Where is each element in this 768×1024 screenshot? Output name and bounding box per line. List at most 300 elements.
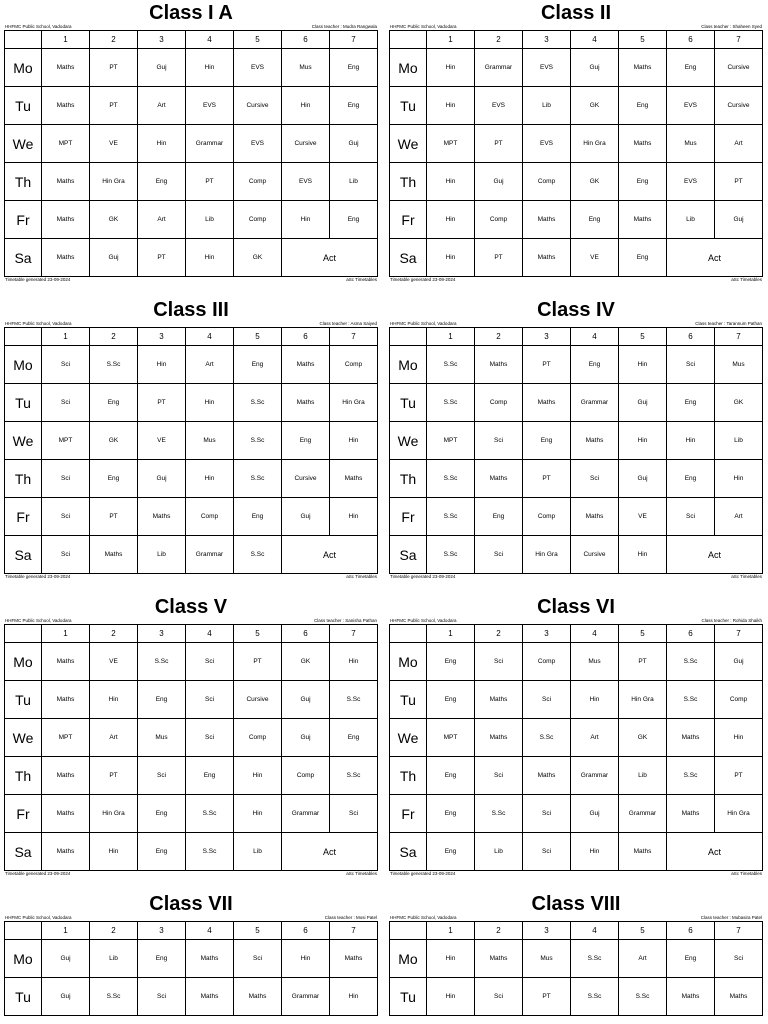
class-timetable <box>389 299 763 580</box>
generated-date: Timetable generated 23-09-2024 <box>5 277 71 282</box>
subject-cell: MPT <box>427 125 475 163</box>
period-number: 7 <box>715 922 763 940</box>
period-number: 4 <box>571 625 619 643</box>
subject-cell: S.Sc <box>186 833 234 871</box>
day-label: Tu <box>5 87 42 125</box>
subject-cell: Sci <box>523 795 571 833</box>
period-number: 6 <box>282 31 330 49</box>
timetable-grid <box>389 30 763 277</box>
subject-cell: Maths <box>186 940 234 978</box>
period-number: 3 <box>138 31 186 49</box>
day-label: Mo <box>5 346 42 384</box>
subject-cell: Comp <box>234 719 282 757</box>
subject-cell: Maths <box>667 978 715 1016</box>
day-label: We <box>390 125 427 163</box>
period-number: 5 <box>619 625 667 643</box>
subject-cell: Eng <box>282 422 330 460</box>
subject-cell: PT <box>138 384 186 422</box>
class-timetable <box>4 893 378 1016</box>
subject-cell: Hin <box>427 87 475 125</box>
day-row <box>5 719 378 757</box>
period-number: 4 <box>571 31 619 49</box>
subject-cell: Lib <box>138 536 186 574</box>
subject-cell: Hin <box>186 49 234 87</box>
app-credit: aSc Timetables <box>731 277 762 282</box>
subject-cell: Eng <box>330 87 378 125</box>
day-row <box>5 795 378 833</box>
class-teacher <box>312 24 377 30</box>
subject-cell: Hin <box>715 719 763 757</box>
subject-cell: PT <box>90 498 138 536</box>
day-label: Th <box>5 460 42 498</box>
period-number: 6 <box>667 31 715 49</box>
subject-cell: S.Sc <box>571 940 619 978</box>
class-timetable <box>4 596 378 877</box>
subject-cell: Cursive <box>282 125 330 163</box>
subject-cell: S.Sc <box>619 978 667 1016</box>
subject-cell: Sci <box>475 643 523 681</box>
subject-cell: Eng <box>475 498 523 536</box>
period-header-row <box>390 922 763 940</box>
subject-cell: PT <box>619 643 667 681</box>
subject-cell: Art <box>715 125 763 163</box>
period-number: 1 <box>42 31 90 49</box>
subject-cell: Hin Gra <box>90 795 138 833</box>
day-row <box>390 978 763 1016</box>
footer <box>4 574 378 580</box>
subject-cell: Maths <box>42 795 90 833</box>
period-number: 2 <box>475 625 523 643</box>
period-number: 4 <box>571 922 619 940</box>
subject-cell: PT <box>523 978 571 1016</box>
subject-cell: VE <box>138 422 186 460</box>
class-title: Class VIII <box>531 893 621 915</box>
subject-cell: Sci <box>186 719 234 757</box>
subject-cell: Cursive <box>715 87 763 125</box>
subject-cell: Hin <box>138 125 186 163</box>
corner-cell <box>5 328 42 346</box>
subject-cell: Hin <box>330 643 378 681</box>
day-label: Mo <box>5 49 42 87</box>
subject-cell: Guj <box>90 239 138 277</box>
subject-cell: Eng <box>427 643 475 681</box>
subject-cell: Hin <box>571 681 619 719</box>
app-credit: aSc Timetables <box>346 574 377 579</box>
subject-cell: S.Sc <box>330 757 378 795</box>
subject-cell: GK <box>571 87 619 125</box>
subject-cell: PT <box>523 346 571 384</box>
day-row <box>5 978 378 1016</box>
class-teacher-name: Rohida Shaikh <box>732 618 762 623</box>
period-number: 4 <box>186 328 234 346</box>
activity-cell: Act <box>282 536 378 574</box>
footer <box>389 277 763 283</box>
period-number: 1 <box>427 31 475 49</box>
period-number: 4 <box>571 328 619 346</box>
class-teacher <box>695 321 762 327</box>
subject-cell: S.Sc <box>427 384 475 422</box>
subject-cell: GK <box>234 239 282 277</box>
day-row <box>5 239 378 277</box>
app-credit: aSc Timetables <box>346 871 377 876</box>
day-label: Sa <box>390 833 427 871</box>
subject-cell: MPT <box>427 719 475 757</box>
subject-cell: Sci <box>475 422 523 460</box>
subject-cell: Cursive <box>282 460 330 498</box>
class-teacher-name: Mosi Patel <box>355 915 377 920</box>
subject-cell: Sci <box>42 384 90 422</box>
school-name: HHFMC Public School, Vadodara <box>5 618 72 623</box>
subject-cell: Eng <box>667 49 715 87</box>
subject-cell: Art <box>715 498 763 536</box>
day-row <box>390 201 763 239</box>
day-row <box>5 833 378 871</box>
subject-cell: Hin <box>427 239 475 277</box>
day-row <box>5 422 378 460</box>
subject-cell: Comp <box>715 681 763 719</box>
subject-cell: Eng <box>667 460 715 498</box>
subject-cell: S.Sc <box>234 422 282 460</box>
period-number: 5 <box>234 922 282 940</box>
subject-cell: Sci <box>523 833 571 871</box>
subject-cell: Mus <box>282 49 330 87</box>
subject-cell: Hin <box>619 422 667 460</box>
period-number: 3 <box>523 328 571 346</box>
class-teacher-name: Mudra Rangwala <box>342 24 377 29</box>
class-timetable <box>4 2 378 283</box>
subject-cell: Art <box>186 346 234 384</box>
subject-cell: Maths <box>282 346 330 384</box>
subject-cell: S.Sc <box>138 643 186 681</box>
day-row <box>390 460 763 498</box>
subject-cell: Hin <box>186 460 234 498</box>
subject-cell: PT <box>90 87 138 125</box>
generated-date: Timetable generated 23-09-2024 <box>390 871 456 876</box>
timetable-grid <box>4 921 378 1016</box>
subject-cell: Eng <box>234 498 282 536</box>
subject-cell: Hin <box>667 422 715 460</box>
period-header-row <box>390 31 763 49</box>
subject-cell: Maths <box>523 757 571 795</box>
day-row <box>390 536 763 574</box>
period-number: 6 <box>667 328 715 346</box>
day-label: We <box>5 422 42 460</box>
subject-cell: Sci <box>523 681 571 719</box>
subject-cell: Guj <box>42 940 90 978</box>
subject-cell: Mus <box>523 940 571 978</box>
subject-cell: Maths <box>42 757 90 795</box>
subject-cell: Hin <box>330 422 378 460</box>
subject-cell: EVS <box>282 163 330 201</box>
subject-cell: EVS <box>234 125 282 163</box>
subject-cell: Hin <box>282 940 330 978</box>
period-header-row <box>390 625 763 643</box>
subject-cell: Comp <box>330 346 378 384</box>
subject-cell: Grammar <box>571 757 619 795</box>
day-label: Th <box>5 757 42 795</box>
day-row <box>390 125 763 163</box>
period-number: 3 <box>523 625 571 643</box>
day-row <box>5 643 378 681</box>
class-teacher <box>701 915 762 921</box>
class-timetable <box>389 596 763 877</box>
subject-cell: Hin Gra <box>90 163 138 201</box>
subject-cell: Eng <box>427 681 475 719</box>
subject-cell: Eng <box>330 49 378 87</box>
subject-cell: Hin <box>427 978 475 1016</box>
subject-cell: Sci <box>138 757 186 795</box>
subject-cell: Mus <box>138 719 186 757</box>
subject-cell: Grammar <box>619 795 667 833</box>
subject-cell: Maths <box>715 978 763 1016</box>
subject-cell: Eng <box>186 757 234 795</box>
period-number: 3 <box>138 625 186 643</box>
subject-cell: Sci <box>667 346 715 384</box>
footer <box>4 277 378 283</box>
subject-cell: Eng <box>427 795 475 833</box>
day-label: Fr <box>390 795 427 833</box>
subject-cell: Lib <box>523 87 571 125</box>
subject-cell: VE <box>619 498 667 536</box>
footer <box>4 871 378 877</box>
period-number: 4 <box>186 625 234 643</box>
school-name: HHFMC Public School, Vadodara <box>390 24 457 29</box>
subject-cell: Comp <box>234 201 282 239</box>
subject-cell: Maths <box>475 940 523 978</box>
day-row <box>5 163 378 201</box>
subject-cell: Guj <box>571 49 619 87</box>
subject-cell: Cursive <box>234 681 282 719</box>
period-number: 7 <box>715 625 763 643</box>
subject-cell: Eng <box>90 384 138 422</box>
subject-cell: Eng <box>523 422 571 460</box>
school-name: HHFMC Public School, Vadodara <box>390 915 457 920</box>
subject-cell: GK <box>90 201 138 239</box>
subject-cell: Mus <box>186 422 234 460</box>
subject-cell: Hin <box>282 87 330 125</box>
day-label: Sa <box>390 239 427 277</box>
subject-cell: Eng <box>619 239 667 277</box>
subject-cell: Sci <box>234 940 282 978</box>
day-row <box>5 498 378 536</box>
day-label: Mo <box>5 940 42 978</box>
subject-cell: Lib <box>715 422 763 460</box>
day-label: Th <box>390 163 427 201</box>
period-header-row <box>5 625 378 643</box>
class-teacher-name: Asma Saiyed <box>350 321 377 326</box>
day-row <box>5 49 378 87</box>
subject-cell: Eng <box>427 833 475 871</box>
timetable-grid <box>4 30 378 277</box>
activity-cell: Act <box>282 833 378 871</box>
subject-cell: Hin Gra <box>330 384 378 422</box>
subject-cell: Comp <box>475 384 523 422</box>
day-label: Th <box>390 757 427 795</box>
subject-cell: Hin <box>330 498 378 536</box>
generated-date: Timetable generated 23-09-2024 <box>390 574 456 579</box>
subject-cell: Guj <box>42 978 90 1016</box>
day-row <box>390 384 763 422</box>
subject-cell: GK <box>571 163 619 201</box>
subject-cell: Maths <box>667 795 715 833</box>
subject-cell: GK <box>282 643 330 681</box>
subject-cell: Sci <box>42 536 90 574</box>
class-teacher <box>319 321 377 327</box>
subject-cell: Art <box>619 940 667 978</box>
class-title: Class VI <box>537 596 615 618</box>
subject-cell: Sci <box>715 940 763 978</box>
period-number: 6 <box>282 328 330 346</box>
subject-cell: Hin <box>619 536 667 574</box>
day-label: Tu <box>390 978 427 1016</box>
period-number: 6 <box>282 625 330 643</box>
subject-cell: Sci <box>330 795 378 833</box>
subject-cell: Hin <box>186 239 234 277</box>
day-row <box>5 346 378 384</box>
subject-cell: Lib <box>234 833 282 871</box>
generated-date: Timetable generated 23-09-2024 <box>5 871 71 876</box>
class-title: Class I A <box>149 2 233 24</box>
subject-cell: Hin <box>330 978 378 1016</box>
day-label: Tu <box>390 681 427 719</box>
period-header-row <box>5 328 378 346</box>
class-teacher-prefix: Class teacher : <box>313 618 346 623</box>
subject-cell: Maths <box>42 87 90 125</box>
subject-cell: S.Sc <box>427 536 475 574</box>
period-number: 7 <box>330 625 378 643</box>
subject-cell: Guj <box>619 460 667 498</box>
corner-cell <box>390 922 427 940</box>
day-row <box>5 384 378 422</box>
period-number: 1 <box>427 625 475 643</box>
subject-cell: Hin <box>427 201 475 239</box>
subject-cell: Sci <box>138 978 186 1016</box>
period-number: 5 <box>234 328 282 346</box>
subject-cell: EVS <box>667 163 715 201</box>
subject-cell: PT <box>138 239 186 277</box>
period-number: 3 <box>138 328 186 346</box>
period-number: 7 <box>330 922 378 940</box>
subject-cell: PT <box>90 757 138 795</box>
subject-cell: S.Sc <box>234 536 282 574</box>
subject-cell: Mus <box>715 346 763 384</box>
class-teacher-name: Mubasira Patel <box>731 915 762 920</box>
day-label: We <box>5 719 42 757</box>
class-teacher-prefix: Class teacher : <box>700 915 732 920</box>
corner-cell <box>5 625 42 643</box>
period-number: 7 <box>330 328 378 346</box>
subject-cell: Hin <box>427 49 475 87</box>
subject-cell: Lib <box>475 833 523 871</box>
corner-cell <box>390 31 427 49</box>
subject-cell: Maths <box>571 498 619 536</box>
subject-cell: Eng <box>138 940 186 978</box>
period-number: 3 <box>523 31 571 49</box>
subject-cell: S.Sc <box>667 681 715 719</box>
subject-cell: PT <box>475 125 523 163</box>
class-title: Class III <box>153 299 229 321</box>
subject-cell: EVS <box>234 49 282 87</box>
subject-cell: PT <box>475 239 523 277</box>
day-row <box>390 87 763 125</box>
subject-cell: Eng <box>138 795 186 833</box>
subject-cell: Maths <box>619 833 667 871</box>
period-number: 4 <box>186 31 234 49</box>
subject-cell: S.Sc <box>427 498 475 536</box>
subject-cell: S.Sc <box>186 795 234 833</box>
class-teacher <box>701 618 762 624</box>
subject-cell: Maths <box>186 978 234 1016</box>
class-teacher-prefix: Class teacher : <box>324 915 356 920</box>
subject-cell: Guj <box>330 125 378 163</box>
subject-cell: Lib <box>330 163 378 201</box>
subject-cell: Grammar <box>282 795 330 833</box>
subject-cell: MPT <box>42 719 90 757</box>
day-label: Fr <box>5 795 42 833</box>
subject-cell: Maths <box>475 681 523 719</box>
day-label: Sa <box>5 239 42 277</box>
day-row <box>5 940 378 978</box>
period-number: 1 <box>42 625 90 643</box>
subject-cell: Maths <box>523 384 571 422</box>
subject-cell: Eng <box>619 87 667 125</box>
day-row <box>5 87 378 125</box>
day-row <box>390 643 763 681</box>
period-number: 5 <box>234 31 282 49</box>
subject-cell: Guj <box>282 498 330 536</box>
subject-cell: Hin <box>427 163 475 201</box>
generated-date: Timetable generated 23-09-2024 <box>390 277 456 282</box>
subject-cell: Maths <box>619 49 667 87</box>
subject-cell: Sci <box>42 498 90 536</box>
subject-cell: Maths <box>330 460 378 498</box>
subject-cell: EVS <box>523 49 571 87</box>
day-row <box>390 422 763 460</box>
day-label: Tu <box>390 384 427 422</box>
day-label: Sa <box>390 536 427 574</box>
subject-cell: Cursive <box>571 536 619 574</box>
day-row <box>390 49 763 87</box>
subject-cell: Maths <box>90 536 138 574</box>
class-timetable <box>4 299 378 580</box>
day-label: Sa <box>5 833 42 871</box>
subject-cell: Guj <box>138 49 186 87</box>
subject-cell: Guj <box>715 643 763 681</box>
subject-cell: Eng <box>571 201 619 239</box>
period-number: 1 <box>42 922 90 940</box>
day-label: We <box>390 719 427 757</box>
subject-cell: Comp <box>234 163 282 201</box>
day-row <box>5 125 378 163</box>
subject-cell: Maths <box>282 384 330 422</box>
period-number: 2 <box>475 31 523 49</box>
subject-cell: Maths <box>234 978 282 1016</box>
subject-cell: Grammar <box>475 49 523 87</box>
period-number: 5 <box>619 922 667 940</box>
subject-cell: Hin <box>715 460 763 498</box>
day-label: Fr <box>390 498 427 536</box>
subject-cell: MPT <box>427 422 475 460</box>
subject-cell: S.Sc <box>234 384 282 422</box>
day-label: Tu <box>5 681 42 719</box>
subject-cell: S.Sc <box>330 681 378 719</box>
subject-cell: S.Sc <box>234 460 282 498</box>
subject-cell: Sci <box>186 681 234 719</box>
subject-cell: Maths <box>138 498 186 536</box>
day-row <box>5 681 378 719</box>
class-teacher-prefix: Class teacher : <box>311 24 343 29</box>
subject-cell: Maths <box>42 201 90 239</box>
